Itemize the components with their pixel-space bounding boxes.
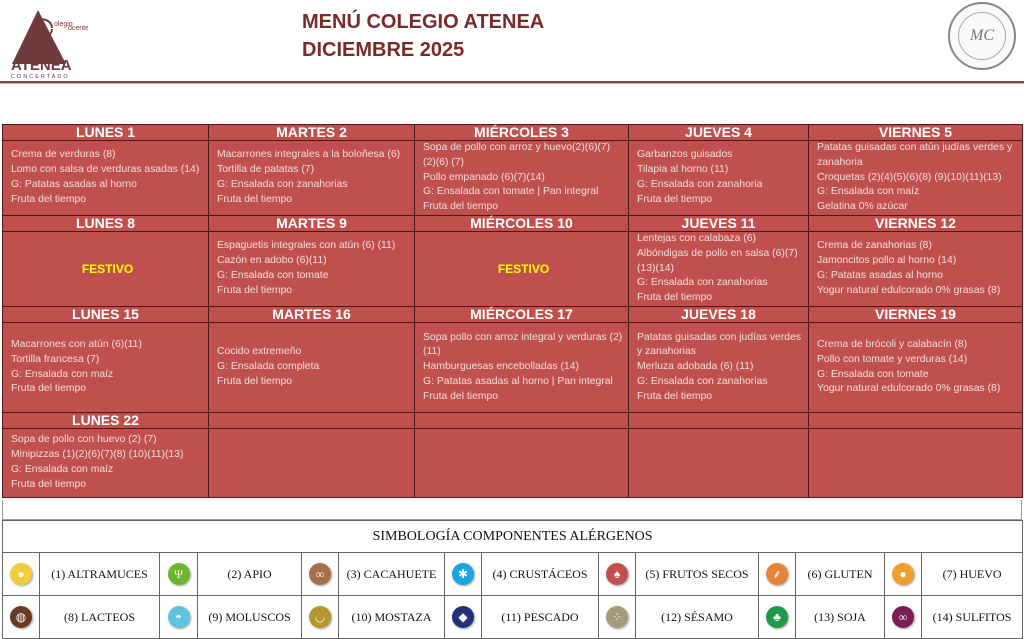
day-header: JUEVES 4 <box>629 125 809 141</box>
day-header-row <box>3 216 1023 232</box>
day-header: VIERNES 12 <box>809 216 1023 232</box>
menu-dish: Crema de verduras (8) <box>11 149 116 161</box>
menu-dish: Yogur natural edulcorado 0% grasas (8) <box>817 383 1001 395</box>
menu-dish: Fruta del tiempo <box>11 193 87 205</box>
menu-dish: Fruta del tiempo <box>637 193 713 205</box>
menu-dish: G: Ensalada con tomate <box>217 270 329 281</box>
menu-dish: Fruta del tiempo <box>217 284 293 296</box>
legend-label: (4) CRUSTÁCEOS <box>482 553 599 596</box>
lupin-icon: ● <box>10 563 32 585</box>
day-header: MIÉRCOLES 10 <box>415 216 629 232</box>
menu-dish: Tilapia al horno (11) <box>637 164 729 176</box>
legend-icon-cell <box>599 553 636 596</box>
menu-dish: G: Ensalada con tomate <box>817 368 929 380</box>
menu-dish: Cazón en adobo (6)(11) <box>217 255 327 267</box>
legend-icon-cell <box>160 596 198 639</box>
day-menu <box>809 232 1023 307</box>
menu-dish: Gelatina 0% azúcar <box>817 201 908 213</box>
menu-dish: G: Ensalada con zanahorias <box>637 277 768 289</box>
school-logo <box>8 4 88 80</box>
menu-row <box>3 141 1023 216</box>
menu-dish: G: Ensalada completa <box>217 361 320 373</box>
menu-dish: Yogur natural edulcorado 0% grasas (8) <box>817 284 1001 296</box>
day-menu <box>3 141 209 216</box>
legend-icon-cell <box>3 596 40 639</box>
menu-dish: Lentejas con calabaza (6) <box>637 233 756 244</box>
menu-dish: G: Ensalada con zanahorias <box>217 179 348 190</box>
menu-dish: Merluza adobada (6) (11) <box>637 361 754 373</box>
legend-icon-cell <box>3 553 40 596</box>
header-divider <box>0 81 1024 84</box>
peanut-icon: ∞ <box>309 563 331 585</box>
menu-dish: Fruta del tiempo <box>217 375 293 387</box>
menu-dish: Sopa de pollo con huevo (2) (7) <box>11 434 157 446</box>
crab-icon: ✱ <box>452 563 474 585</box>
menu-dish: Fruta del tiempo <box>11 478 87 490</box>
legend-icon-cell <box>759 596 796 639</box>
day-header: MIÉRCOLES 3 <box>415 125 629 141</box>
menu-dish: G: Ensalada con maíz <box>817 186 920 198</box>
svg-text:CONCERTADO: CONCERTADO <box>11 74 70 80</box>
sulfite-icon: ∞ <box>892 606 914 628</box>
menu-dish: Fruta del tiempo <box>637 390 713 402</box>
menu-row <box>3 232 1023 307</box>
menu-dish: Sopa pollo con arroz integral y verduras (2)(11) <box>423 331 623 358</box>
festivo-label: FESTIVO <box>3 232 209 307</box>
day-menu <box>3 323 209 413</box>
day-menu <box>209 232 415 307</box>
svg-text:ATENEA: ATENEA <box>11 57 72 74</box>
day-menu <box>209 323 415 413</box>
menu-dish: Patatas guisadas con atún judías verdes y zanahoria <box>817 142 1013 168</box>
menu-dish: G: Ensalada con zanahorias <box>637 375 768 387</box>
legend-label: (5) FRUTOS SECOS <box>636 553 759 596</box>
legend-label: (9) MOLUSCOS <box>198 596 302 639</box>
menu-dish: G: Ensalada con zanahoria <box>637 179 763 190</box>
title-line-2: DICIEMBRE 2025 <box>302 39 465 61</box>
menu-dish: G: Ensalada con maíz <box>11 368 114 380</box>
spacer-row <box>2 500 1022 520</box>
menu-dish: Macarrones integrales a la boloñesa (6) <box>217 149 401 161</box>
legend-label: (8) LACTEOS <box>40 596 160 639</box>
menu-dish: Jamoncitos pollo al horno (14) <box>817 255 957 267</box>
menu-dish: Espaguetis integrales con atún (6) (11) <box>217 240 396 252</box>
legend-label: (12) SÉSAMO <box>636 596 759 639</box>
day-header: MIÉRCOLES 17 <box>415 307 629 323</box>
legend-icon-cell <box>885 553 922 596</box>
menu-dish: G: Ensalada con maíz <box>11 464 114 475</box>
legend-icon-cell <box>160 553 198 596</box>
day-menu <box>629 323 809 413</box>
day-header: LUNES 15 <box>3 307 209 323</box>
festivo-label: FESTIVO <box>415 232 629 307</box>
day-header <box>415 413 629 429</box>
menu-dish: Garbanzos guisados <box>637 149 733 161</box>
menu-dish: Fruta del tiempo <box>217 193 293 205</box>
day-header: MARTES 2 <box>209 125 415 141</box>
menu-dish: Cocido extremeño <box>217 346 302 358</box>
menu-dish: G: Patatas asadas al horno | Pan integral <box>423 375 613 387</box>
shell-icon: ◓ <box>168 606 190 628</box>
day-menu <box>809 141 1023 216</box>
day-header-row <box>3 413 1023 429</box>
menu-dish: Fruta del tiempo <box>423 390 499 402</box>
legend-label: (10) MOSTAZA <box>339 596 445 639</box>
menu-dish: Croquetas (2)(4)(5)(6)(8) (9)(10)(11)(13) <box>817 171 1002 183</box>
legend-label: (3) CACAHUETE <box>339 553 445 596</box>
menu-dish: Crema de zanahorias (8) <box>817 240 932 252</box>
day-menu <box>809 323 1023 413</box>
school-seal <box>948 2 1016 70</box>
day-header <box>209 413 415 429</box>
nut-icon: ♠ <box>606 563 628 585</box>
day-header: MARTES 16 <box>209 307 415 323</box>
day-header-row <box>3 307 1023 323</box>
legend-label: (6) GLUTEN <box>796 553 885 596</box>
sesame-icon: ⁘ <box>606 606 628 628</box>
day-menu <box>415 141 629 216</box>
egg-icon: ● <box>892 563 914 585</box>
legend-label: (13) SOJA <box>796 596 885 639</box>
day-header <box>809 413 1023 429</box>
menu-dish: Crema de brócoli y calabacín (8) <box>817 338 968 350</box>
title-line-1: MENÚ COLEGIO ATENEA <box>302 11 545 33</box>
menu-dish: Fruta del tiempo <box>637 292 713 304</box>
day-header <box>629 413 809 429</box>
soy-icon: ♣ <box>766 606 788 628</box>
day-menu <box>3 429 209 498</box>
menu-dish: Minipizzas (1)(2)(6)(7)(8) (10)(11)(13) <box>11 449 184 461</box>
milk-icon: ◍ <box>10 606 32 628</box>
legend-label: (14) SULFITOS <box>922 596 1023 639</box>
menu-dish: Patatas guisadas con judías verdes y zanahorias <box>637 331 802 358</box>
allergen-legend <box>2 520 1023 639</box>
fish-icon: ◆ <box>452 606 474 628</box>
day-header: LUNES 22 <box>3 413 209 429</box>
menu-dish: Sopa de pollo con arroz y huevo(2)(6)(7) (2)(6) (7) <box>423 142 611 168</box>
menu-dish: G: Patatas asadas al horno <box>11 179 137 190</box>
day-header: VIERNES 19 <box>809 307 1023 323</box>
menu-dish: Pollo con tomate y verduras (14) <box>817 353 968 365</box>
day-menu <box>629 141 809 216</box>
menu-dish: Fruta del tiempo <box>423 201 499 213</box>
day-menu <box>629 232 809 307</box>
legend-icon-cell <box>885 596 922 639</box>
seal-text: MC <box>958 12 1006 60</box>
legend-label: (1) ALTRAMUCES <box>40 553 160 596</box>
legend-title: SIMBOLOGÍA COMPONENTES ALÉRGENOS <box>3 521 1023 553</box>
legend-icon-cell <box>599 596 636 639</box>
page-title <box>302 8 544 64</box>
celery-icon: Ψ <box>168 563 190 585</box>
day-header: JUEVES 11 <box>629 216 809 232</box>
legend-label: (7) HUEVO <box>922 553 1023 596</box>
day-header: LUNES 1 <box>3 125 209 141</box>
menu-dish: Macarrones con atún (6)(11) <box>11 338 142 350</box>
menu-dish: Albóndigas de pollo en salsa (6)(7)(13)(14) <box>637 247 798 274</box>
mustard-icon: ◡ <box>309 606 331 628</box>
legend-icon-cell <box>445 553 482 596</box>
menu-calendar <box>2 124 1023 498</box>
legend-label: (2) APIO <box>198 553 302 596</box>
legend-icon-cell <box>445 596 482 639</box>
menu-dish: Tortilla de patatas (7) <box>217 164 315 176</box>
legend-label: (11) PESCADO <box>482 596 599 639</box>
menu-dish: Pollo empanado (6)(7)(14) <box>423 171 545 183</box>
day-header: JUEVES 18 <box>629 307 809 323</box>
legend-row <box>3 596 1023 639</box>
legend-row <box>3 553 1023 596</box>
day-header: LUNES 8 <box>3 216 209 232</box>
menu-dish: G: Patatas asadas al horno <box>817 270 943 281</box>
menu-row <box>3 429 1023 498</box>
day-menu <box>209 429 415 498</box>
svg-text:olegio: olegio <box>54 21 73 28</box>
menu-dish: Hamburguesas encebolladas (14) <box>423 361 579 373</box>
day-menu <box>209 141 415 216</box>
day-menu <box>809 429 1023 498</box>
legend-icon-cell <box>302 596 339 639</box>
menu-dish: G: Ensalada con tomate | Pan integral <box>423 186 599 198</box>
legend-icon-cell <box>759 553 796 596</box>
menu-row <box>3 323 1023 413</box>
day-header: VIERNES 5 <box>809 125 1023 141</box>
day-menu <box>415 323 629 413</box>
wheat-icon: ⸙ <box>766 563 788 585</box>
svg-text:ocente: ocente <box>68 25 88 32</box>
day-header-row <box>3 125 1023 141</box>
day-menu <box>415 429 629 498</box>
legend-icon-cell <box>302 553 339 596</box>
menu-dish: Tortilla francesa (7) <box>11 353 100 365</box>
day-menu <box>629 429 809 498</box>
menu-dish: Lomo con salsa de verduras asadas (14) <box>11 164 200 176</box>
menu-dish: Fruta del tiempo <box>11 383 87 395</box>
day-header: MARTES 9 <box>209 216 415 232</box>
